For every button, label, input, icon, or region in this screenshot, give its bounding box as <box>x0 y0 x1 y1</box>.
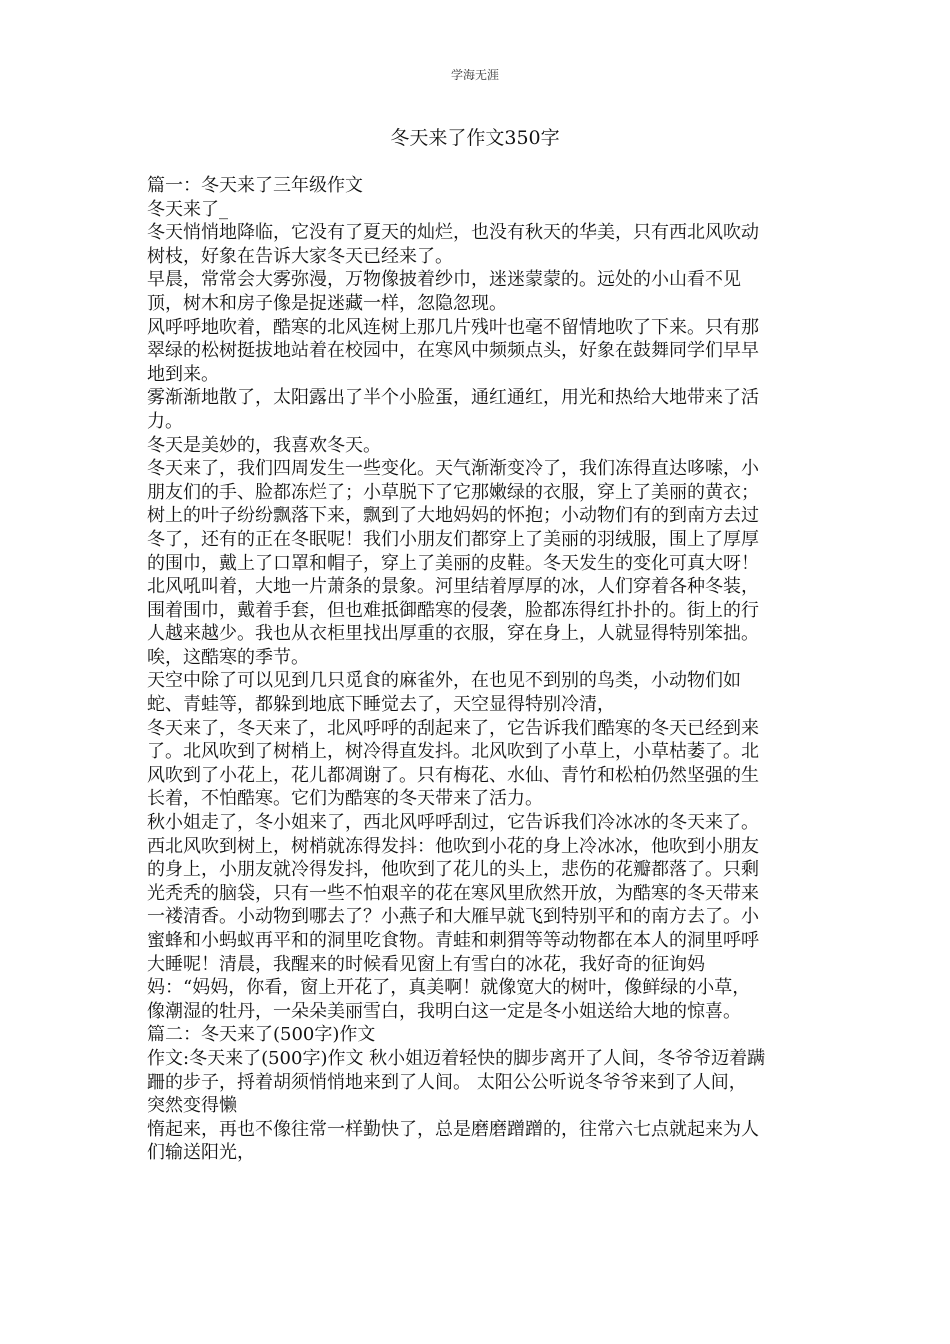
text-line: 了。北风吹到了树梢上，树冷得直发抖。北风吹到了小草上，小草枯萎了。北 <box>147 741 759 763</box>
text-line: 们输送阳光， <box>147 1142 255 1164</box>
text-line: 围着围巾，戴着手套，但也难抵御酷寒的侵袭，脸都冻得红扑扑的。街上的行 <box>147 599 759 621</box>
text-line: 天空中除了可以见到几只觅食的麻雀外，在也见不到别的鸟类，小动物们如 <box>147 670 741 692</box>
text-line: 雾渐渐地散了，太阳露出了半个小脸蛋，通红通红，用光和热给大地带来了活 <box>147 387 759 409</box>
text-line: 光秃秃的脑袋，只有一些不怕艰辛的花在寒风里欣然开放，为酷寒的冬天带来 <box>147 882 759 904</box>
text-line: 的身上，小朋友就冷得发抖，他吹到了花儿的头上，悲伤的花瓣都落了。只剩 <box>147 859 759 881</box>
text-line: 风呼呼地吹着，酷寒的北风连树上那几片残叶也毫不留情地吹了下来。只有那 <box>147 316 759 338</box>
text-line: 地到来。 <box>147 363 219 385</box>
text-line: 顶，树木和房子像是捉迷藏一样，忽隐忽现。 <box>147 292 507 314</box>
text-line: 北风吼叫着，大地一片萧条的景象。河里结着厚厚的冰，人们穿着各种冬装， <box>147 576 759 598</box>
text-line: 人越来越少。我也从衣柜里找出厚重的衣服，穿在身上，人就显得特别笨拙。 <box>147 623 759 645</box>
text-line: 一褛清香。小动物到哪去了？小燕子和大雁早就飞到特别平和的南方去了。小 <box>147 906 759 928</box>
text-line: 冬天来了_ <box>147 198 228 220</box>
text-line: 翠绿的松树挺拔地站着在校园中，在寒风中频频点头，好象在鼓舞同学们早早 <box>147 340 759 362</box>
text-line: 的围巾，戴上了口罩和帽子，穿上了美丽的皮鞋。冬天发生的变化可真大呀！ <box>147 552 759 574</box>
text-line: 早晨，常常会大雾弥漫，万物像披着纱巾，迷迷蒙蒙的。远处的小山看不见 <box>147 269 741 291</box>
text-line: 冬天来了，冬天来了，北风呼呼的刮起来了，它告诉我们酷寒的冬天已经到来 <box>147 717 759 739</box>
text-line: 像潮湿的牡丹，一朵朵美丽雪白，我明白这一定是冬小姐送给大地的惊喜。 <box>147 1000 741 1022</box>
text-line: 篇二：冬天来了(500字)作文 <box>147 1024 376 1046</box>
page-header: 学海无涯 <box>450 68 499 82</box>
text-line: 跚的步子，捋着胡须悄悄地来到了人间。 太阳公公听说冬爷爷来到了人间， <box>147 1071 747 1093</box>
text-line: 蜜蜂和小蚂蚁再平和的洞里吃食物。青蛙和刺猬等等动物都在本人的洞里呼呼 <box>147 930 759 951</box>
text-line: 长着，不怕酷寒。它们为酷寒的冬天带来了活力。 <box>147 788 543 810</box>
text-line: 朋友们的手、脸都冻烂了；小草脱下了它那嫩绿的衣服，穿上了美丽的黄衣； <box>147 481 759 503</box>
text-line: 树枝，好象在告诉大家冬天已经来了。 <box>147 245 453 267</box>
text-line: 惰起来，再也不像往常一样勤快了，总是磨磨蹭蹭的，往常六七点就起来为人 <box>147 1118 759 1140</box>
text-line: 唉，这酷寒的季节。 <box>147 646 309 668</box>
text-line: 冬天是美妙的，我喜欢冬天。 <box>147 434 381 456</box>
document-body <box>147 174 810 1165</box>
text-line: 树上的叶子纷纷飘落下来，飘到了大地妈妈的怀抱；小动物们有的到南方去过 <box>147 505 759 527</box>
text-line: 大睡呢！清晨，我醒来的时候看见窗上有雪白的冰花，我好奇的征询妈 <box>147 953 705 975</box>
text-line: 蛇、青蛙等，都躲到地底下睡觉去了，天空显得特别冷清， <box>147 694 615 716</box>
text-line: 冬天来了，我们四周发生一些变化。天气渐渐变冷了，我们冻得直达哆嗦，小 <box>147 458 759 480</box>
text-line: 妈：“妈妈，你看，窗上开花了，真美啊！就像宽大的树叶，像鲜绿的小草， <box>147 977 751 999</box>
text-line: 力。 <box>147 410 183 432</box>
text-line: 作文:冬天来了(500字)作文 秋小姐迈着轻快的脚步离开了人间，冬爷爷迈着蹒 <box>147 1047 766 1069</box>
text-line: 篇一：冬天来了三年级作文 <box>147 175 363 196</box>
text-line: 风吹到了小花上，花儿都凋谢了。只有梅花、水仙、青竹和松柏仍然坚强的生 <box>147 764 759 786</box>
text-line: 冬了，还有的正在冬眠呢！我们小朋友们都穿上了美丽的羽绒服，围上了厚厚 <box>147 528 759 550</box>
text-line: 西北风吹到树上，树梢就冻得发抖：他吹到小花的身上冷冰冰，他吹到小朋友 <box>147 835 759 857</box>
document-title: 冬天来了作文350字 <box>390 127 560 149</box>
text-line: 冬天悄悄地降临，它没有了夏天的灿烂，也没有秋天的华美，只有西北风吹动 <box>147 222 759 244</box>
text-line: 突然变得懒 <box>147 1095 237 1117</box>
text-line: 秋小姐走了，冬小姐来了，西北风呼呼刮过，它告诉我们冷冰冰的冬天来了。 <box>147 812 759 834</box>
